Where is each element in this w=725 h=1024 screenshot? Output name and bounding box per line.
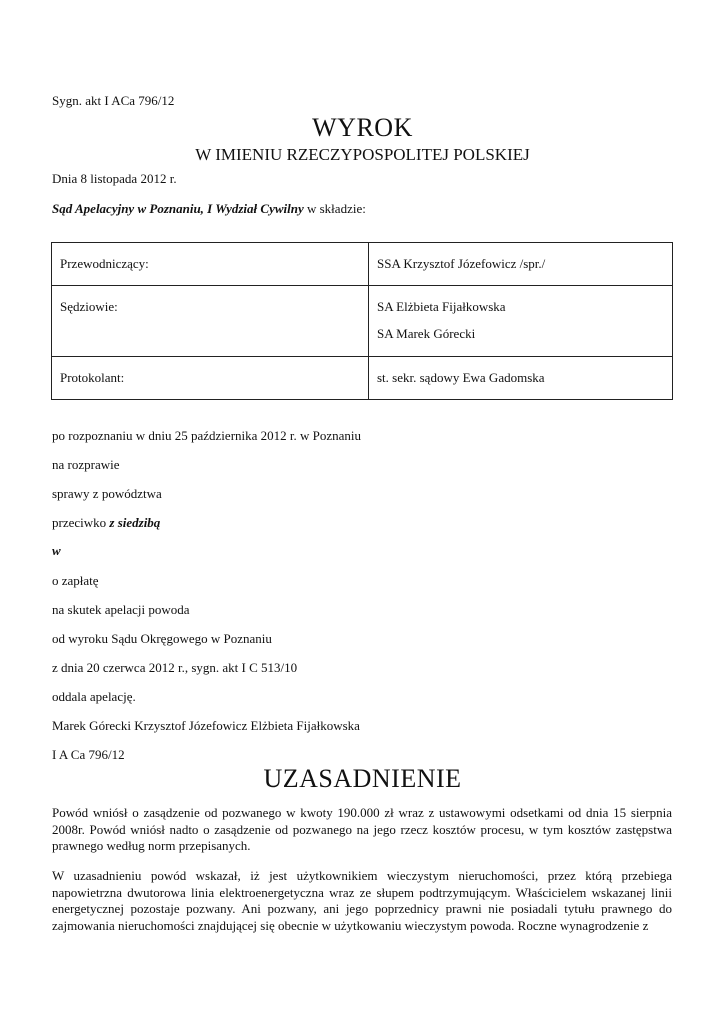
body-line-against xyxy=(52,515,160,531)
panel-role-presiding: Przewodniczący: xyxy=(52,243,369,286)
body-line-judges: Marek Górecki Krzysztof Józefowicz Elżbieta Fijałkowska xyxy=(52,718,360,733)
seat-text: z siedzibą xyxy=(109,515,161,530)
body-line-payment: o zapłatę xyxy=(52,573,99,588)
case-reference: Sygn. akt I ACa 796/12 xyxy=(52,93,175,108)
justification-paragraph-1: Powód wniósł o zasądzenie od pozwanego w kwoty 190.000 zł wraz z ustawowymi odsetkami od dnia 15 sierpnia 2008r. Powód wniósł nadto o zasądzenie od pozwanego na jego rzecz kosztów procesu, w tym kosztów zastępstwa prawnego według norm przepisanych. xyxy=(52,805,672,853)
panel-judge-1: SA Elżbieta Fijałkowska xyxy=(377,299,506,314)
against-text: przeciwko xyxy=(52,515,110,530)
body-line-hearing: po rozpoznaniu w dniu 25 października 2012 r. w Poznaniu xyxy=(52,428,362,443)
court-name: Sąd Apelacyjny w Poznaniu, I Wydział Cywilny xyxy=(52,201,304,216)
table-row xyxy=(52,357,673,400)
justification-paragraph-2: W uzasadnieniu powód wskazał, iż jest użytkownikiem wieczystym nieruchomości, przez którą przebiega napowietrzna dwutorowa linia elektroenergetyczna wraz ze słupem podtrzymującym. Właścicielem wskazanej linii energetycznej pozostaje pozwany. Ani pozwany, ani jego poprzednicy prawni nie posiadali tytułu prawnego do zajmowania nieruchomości znajdującej się obecnie w użytkowaniu wieczystym powoda. Roczne wynagrodzenie z xyxy=(52,868,672,933)
body-line-claim: sprawy z powództwa xyxy=(52,486,162,501)
court-panel-table xyxy=(51,242,673,400)
panel-role-judges: Sędziowie: xyxy=(52,286,369,357)
judgment-title: WYROK xyxy=(312,113,413,142)
court-composition-line xyxy=(52,201,366,217)
body-line-appeal: na skutek apelacji powoda xyxy=(52,602,190,617)
table-row xyxy=(52,243,673,286)
panel-role-clerk: Protokolant: xyxy=(52,357,369,400)
body-line-lower-court: od wyroku Sądu Okręgowego w Poznaniu xyxy=(52,631,272,646)
justification-title: UZASADNIENIE xyxy=(263,764,462,793)
body-line-ruling: oddala apelację. xyxy=(52,689,136,704)
panel-name-presiding: SSA Krzysztof Józefowicz /spr./ xyxy=(369,243,673,286)
judgment-subtitle: W IMIENIU RZECZYPOSPOLITEJ POLSKIEJ xyxy=(195,145,530,164)
panel-judge-2: SA Marek Górecki xyxy=(377,326,476,341)
body-line-lower-ref: z dnia 20 czerwca 2012 r., sygn. akt I C 513/10 xyxy=(52,660,298,675)
table-row xyxy=(52,286,673,357)
panel-name-clerk: st. sekr. sądowy Ewa Gadomska xyxy=(369,357,673,400)
court-suffix: w składzie: xyxy=(303,201,366,216)
body-line-session: na rozprawie xyxy=(52,457,120,472)
body-line-ref: I A Ca 796/12 xyxy=(52,747,125,762)
panel-names-judges xyxy=(369,286,673,357)
judgment-date: Dnia 8 listopada 2012 r. xyxy=(52,171,177,186)
body-line-in: w xyxy=(52,543,61,558)
